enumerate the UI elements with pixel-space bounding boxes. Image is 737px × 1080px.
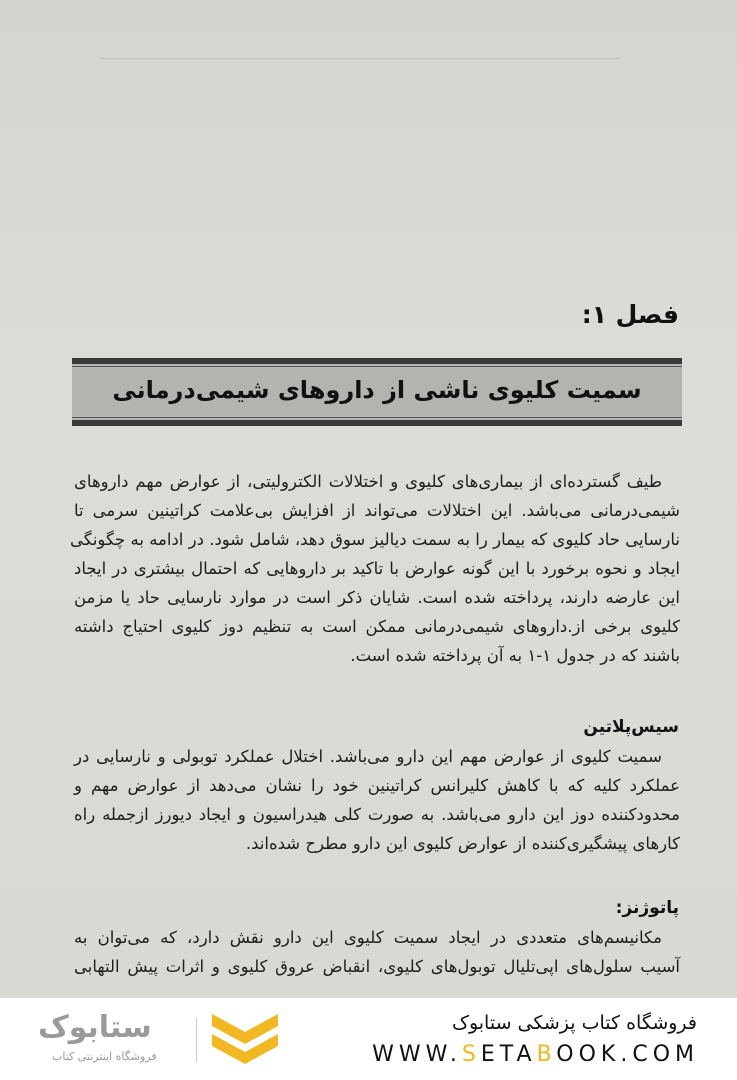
paragraph-line: محدودکننده دوز این دارو می‌باشد. به صورت کلی هیدراسیون و ایجاد دیورز ازجمله راه	[74, 805, 680, 824]
store-name: فروشگاه کتاب پزشکی ستابوک	[451, 1012, 697, 1034]
paragraph-line: آسیب سلول‌های اپی‌تلیال توبول‌های کلیوی، انقباض عروق کلیوی و اثرات پیش التهابی	[74, 957, 680, 976]
paragraph-line: سمیت کلیوی از عوارض مهم این دارو می‌باشد. اختلال عملکرد توبولی و نارسایی در	[74, 747, 662, 766]
logo-wordmark: ستابوک	[38, 1010, 152, 1045]
chevron-logo-icon	[210, 1010, 280, 1070]
chapter-label: فصل ۱:	[581, 300, 679, 329]
paragraph-line: نارسایی حاد کلیوی که بیمار را به سمت دیالیز سوق دهد، شامل شود. در ادامه به چگونگی	[69, 530, 680, 549]
url-part: OOK.COM	[556, 1042, 699, 1067]
paragraph-line: کارهای پیشگیری‌کننده از عوارض کلیوی این دارو مطرح شده‌اند.	[245, 834, 680, 853]
url-part: ETA	[480, 1042, 537, 1067]
logo-divider	[196, 1018, 197, 1062]
paragraph-line: عملکرد کلیه که با کاهش کلیرانس کراتینین خود را نشان می‌دهد از عوارض مهم و	[74, 776, 680, 795]
url-part-accent: S	[461, 1042, 481, 1067]
section-heading-pathogenesis: پاتوژنز:	[615, 898, 679, 918]
logo-tagline: فروشگاه اینترنتی کتاب	[52, 1050, 157, 1063]
paragraph-line: کلیوی برخی از.داروهای شیمی‌درمانی ممکن است به تنظیم دوز کلیوی احتیاج داشته	[74, 617, 680, 636]
url-part: WWW.	[372, 1042, 462, 1067]
paragraph-line: ایجاد و نحوه برخورد با این گونه عوارض با تاکید بر داروهایی که احتمال بیشتری در ایجاد	[74, 559, 680, 578]
store-footer	[0, 998, 737, 1080]
paragraph-line: مکانیسم‌های متعددی در ایجاد سمیت کلیوی این دارو نقش دارد، که می‌توان به	[74, 928, 662, 947]
paragraph-line: باشند که در جدول ۱-۱ به آن پرداخته شده است.	[350, 646, 680, 665]
section-heading-cisplatin: سیس‌پلاتین	[583, 717, 679, 737]
chapter-title: سمیت کلیوی ناشی از داروهای شیمی‌درمانی	[112, 376, 642, 404]
store-url[interactable]	[372, 1042, 699, 1067]
paragraph-line: این عارضه دارند، پرداخته شده است. شایان ذکر است در موارد نارسایی حاد یا مزمن	[74, 588, 680, 607]
url-part-accent: B	[536, 1042, 557, 1067]
paragraph-line: شیمی‌درمانی می‌باشد. این اختلالات می‌تواند از افزایش بی‌علامت کراتینین سرمی تا	[74, 501, 680, 520]
header-rule	[100, 58, 620, 59]
paragraph-line: طیف گسترده‌ای از بیماری‌های کلیوی و اختلالات الکترولیتی، از عوارض مهم داروهای	[74, 472, 662, 491]
chapter-title-bar	[72, 358, 682, 426]
